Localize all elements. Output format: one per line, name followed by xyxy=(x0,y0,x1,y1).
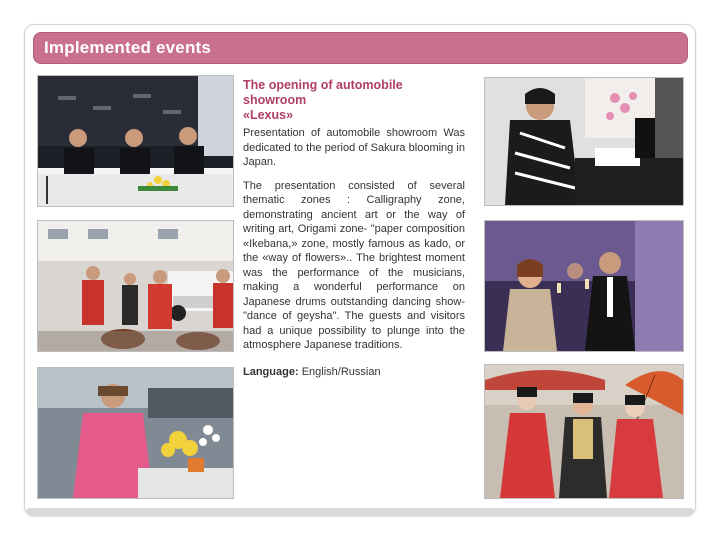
drummers-photo xyxy=(37,220,234,352)
geisha-umbrella-photo xyxy=(484,364,684,499)
press-conference-photo xyxy=(37,75,234,207)
event-title-line1: The opening of automobile xyxy=(243,78,403,92)
event-intro: Presentation of automobile showroom Was dedicated to the period of Sakura blooming in Japan. xyxy=(243,127,465,168)
event-title-line2: showroom xyxy=(243,93,307,107)
event-title xyxy=(243,78,465,123)
event-title-line3: «Lexus» xyxy=(243,108,294,122)
language-label: Language: xyxy=(243,365,299,378)
language-value: English/Russian xyxy=(301,365,381,378)
header-bar xyxy=(33,32,688,64)
event-description xyxy=(243,78,465,379)
footer-bar xyxy=(26,508,694,515)
page-title: Implemented events xyxy=(44,38,212,57)
language-line xyxy=(243,365,465,379)
guests-toast-photo xyxy=(484,220,684,352)
ikebana-photo xyxy=(37,367,234,499)
event-details: The presentation consisted of several thematic zones : Calligraphy zone, demonstrating ancient art or the way of writing art, Origami zone- "paper composition «Ikebana,» zone, mostly famous as kado, or the «way of flowers».. The brightest moment was the performance of the musicians, making a wonderful performance on Japanese drums outstanding dancing show- "dance of geysha". The guests and visitors had a unique possibility to plunge into the atmosphere Japanese traditions. xyxy=(243,179,465,351)
calligraphy-photo xyxy=(484,77,684,206)
